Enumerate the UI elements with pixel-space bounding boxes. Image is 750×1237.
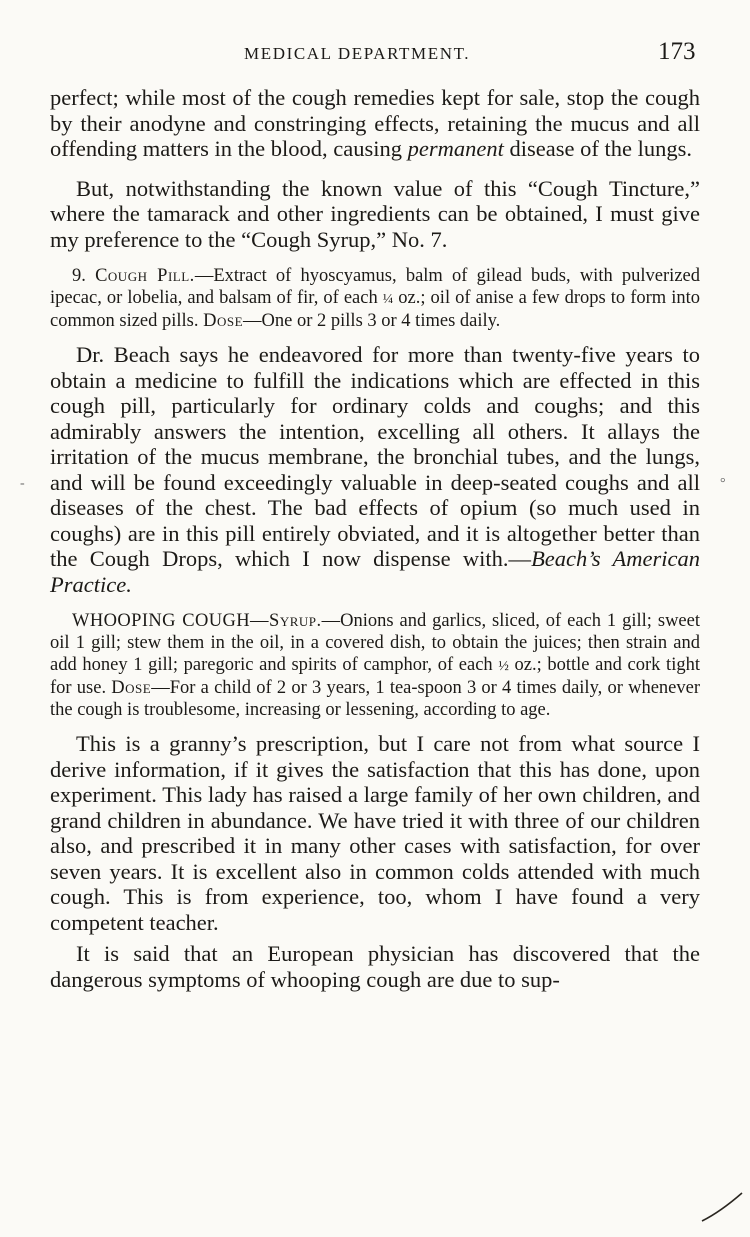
running-title: MEDICAL DEPARTMENT. bbox=[244, 44, 471, 63]
recipe-text: oz.; bottle and cork tight for use. bbox=[50, 654, 700, 698]
paragraph-cough-tincture bbox=[50, 176, 700, 253]
paragraph-text: This is a granny’s prescription, but I care not from what source I derive information, if it gives the satisfaction that this has done, upon experiment. This lady has raised a large family of her own children, and grand children in abundance. We have tried it with three of our children also, and prescribed it in many other cases with satisfaction, for over seven years. It is excellent also in common colds attended with much cough. This is from experience, too, whom I have found a very competent teacher. bbox=[50, 731, 700, 935]
dose-text: —One or 2 pills 3 or 4 times daily. bbox=[243, 310, 501, 331]
recipe-text: oz.; oil of anise a few drops to form into common sized pills. bbox=[50, 287, 700, 331]
margin-dash-mark: - bbox=[20, 476, 25, 491]
page-body bbox=[50, 85, 700, 992]
paragraph-granny-prescription bbox=[50, 731, 700, 935]
recipe-text: —Onions and garlics, sliced, of each 1 gill; sweet oil 1 gill; stew them in the oil, in a covered dish, to obtain the juices; then strain and add honey 1 gill; paregoric and spirits of camphor, of each bbox=[50, 611, 700, 675]
running-head bbox=[0, 38, 750, 70]
recipe-number: 9. bbox=[72, 266, 96, 286]
recipe-whooping-cough bbox=[50, 611, 700, 721]
recipe-name: Cough Pill. bbox=[95, 266, 195, 286]
paragraph-text: disease of the lungs. bbox=[503, 136, 692, 161]
paragraph-text: perfect; while most of the cough remedies kept for sale, stop the cough by their anodyne and constringing effects, retaining the mucus and all offending matters in the blood, causing bbox=[50, 85, 700, 161]
paragraph-text: Dr. Beach says he endeavored for more than twenty-five years to obtain a medicine to fulfill the indications which are effected in this cough pill, particularly for ordinary colds and coughs; and this admirably answers the intention, excelling all others. It allays the irritation of the mucus membrane, the bronchial tubes, and the lungs, and will be found exceedingly valuable in deep-seated coughs and all diseases of the chest. The bad effects of opium (so much used in coughs) are in this pill entirely obviated, and it is altogether better than the Cough Drops, which I now dispense with.— bbox=[50, 342, 700, 572]
paragraph-text: But, notwithstanding the known value of this “Cough Tincture,” where the tamarack and other ingredients can be obtained, I must give my preference to the “Cough Syrup,” No. 7. bbox=[50, 175, 700, 252]
paragraph-dr-beach bbox=[50, 342, 700, 597]
dose-label: Dose bbox=[203, 310, 244, 331]
recipe-text: —Extract of hyoscyamus, balm of gilead buds, with pulverized ipecac, or lobelia, and balsam of fir, of each bbox=[50, 266, 700, 308]
recipe-cough-pill bbox=[50, 266, 700, 332]
pen-stroke-mark bbox=[700, 1185, 744, 1225]
margin-circle-mark: ° bbox=[720, 476, 726, 491]
emphasis-text: permanent bbox=[407, 136, 504, 161]
recipe-title: WHOOPING COUGH bbox=[72, 611, 251, 632]
dose-text: —For a child of 2 or 3 years, 1 tea-spoon 3 or 4 times daily, or whenever the cough is troublesome, increasing or lessening, according to age. bbox=[50, 677, 700, 720]
paragraph-text: It is said that an European physician has discovered that the dangerous symptoms of whooping cough are due to sup- bbox=[50, 941, 700, 992]
fraction: ½ bbox=[498, 658, 509, 674]
recipe-subtitle: —Syrup. bbox=[250, 611, 322, 632]
fraction: ¼ bbox=[382, 291, 394, 307]
paragraph-european-physician bbox=[50, 941, 700, 992]
paragraph-cough-remedies bbox=[50, 85, 700, 162]
dose-label: Dose bbox=[111, 677, 152, 698]
source-citation: Beach’s American Practice. bbox=[50, 546, 700, 597]
page-number: 173 bbox=[658, 38, 696, 65]
